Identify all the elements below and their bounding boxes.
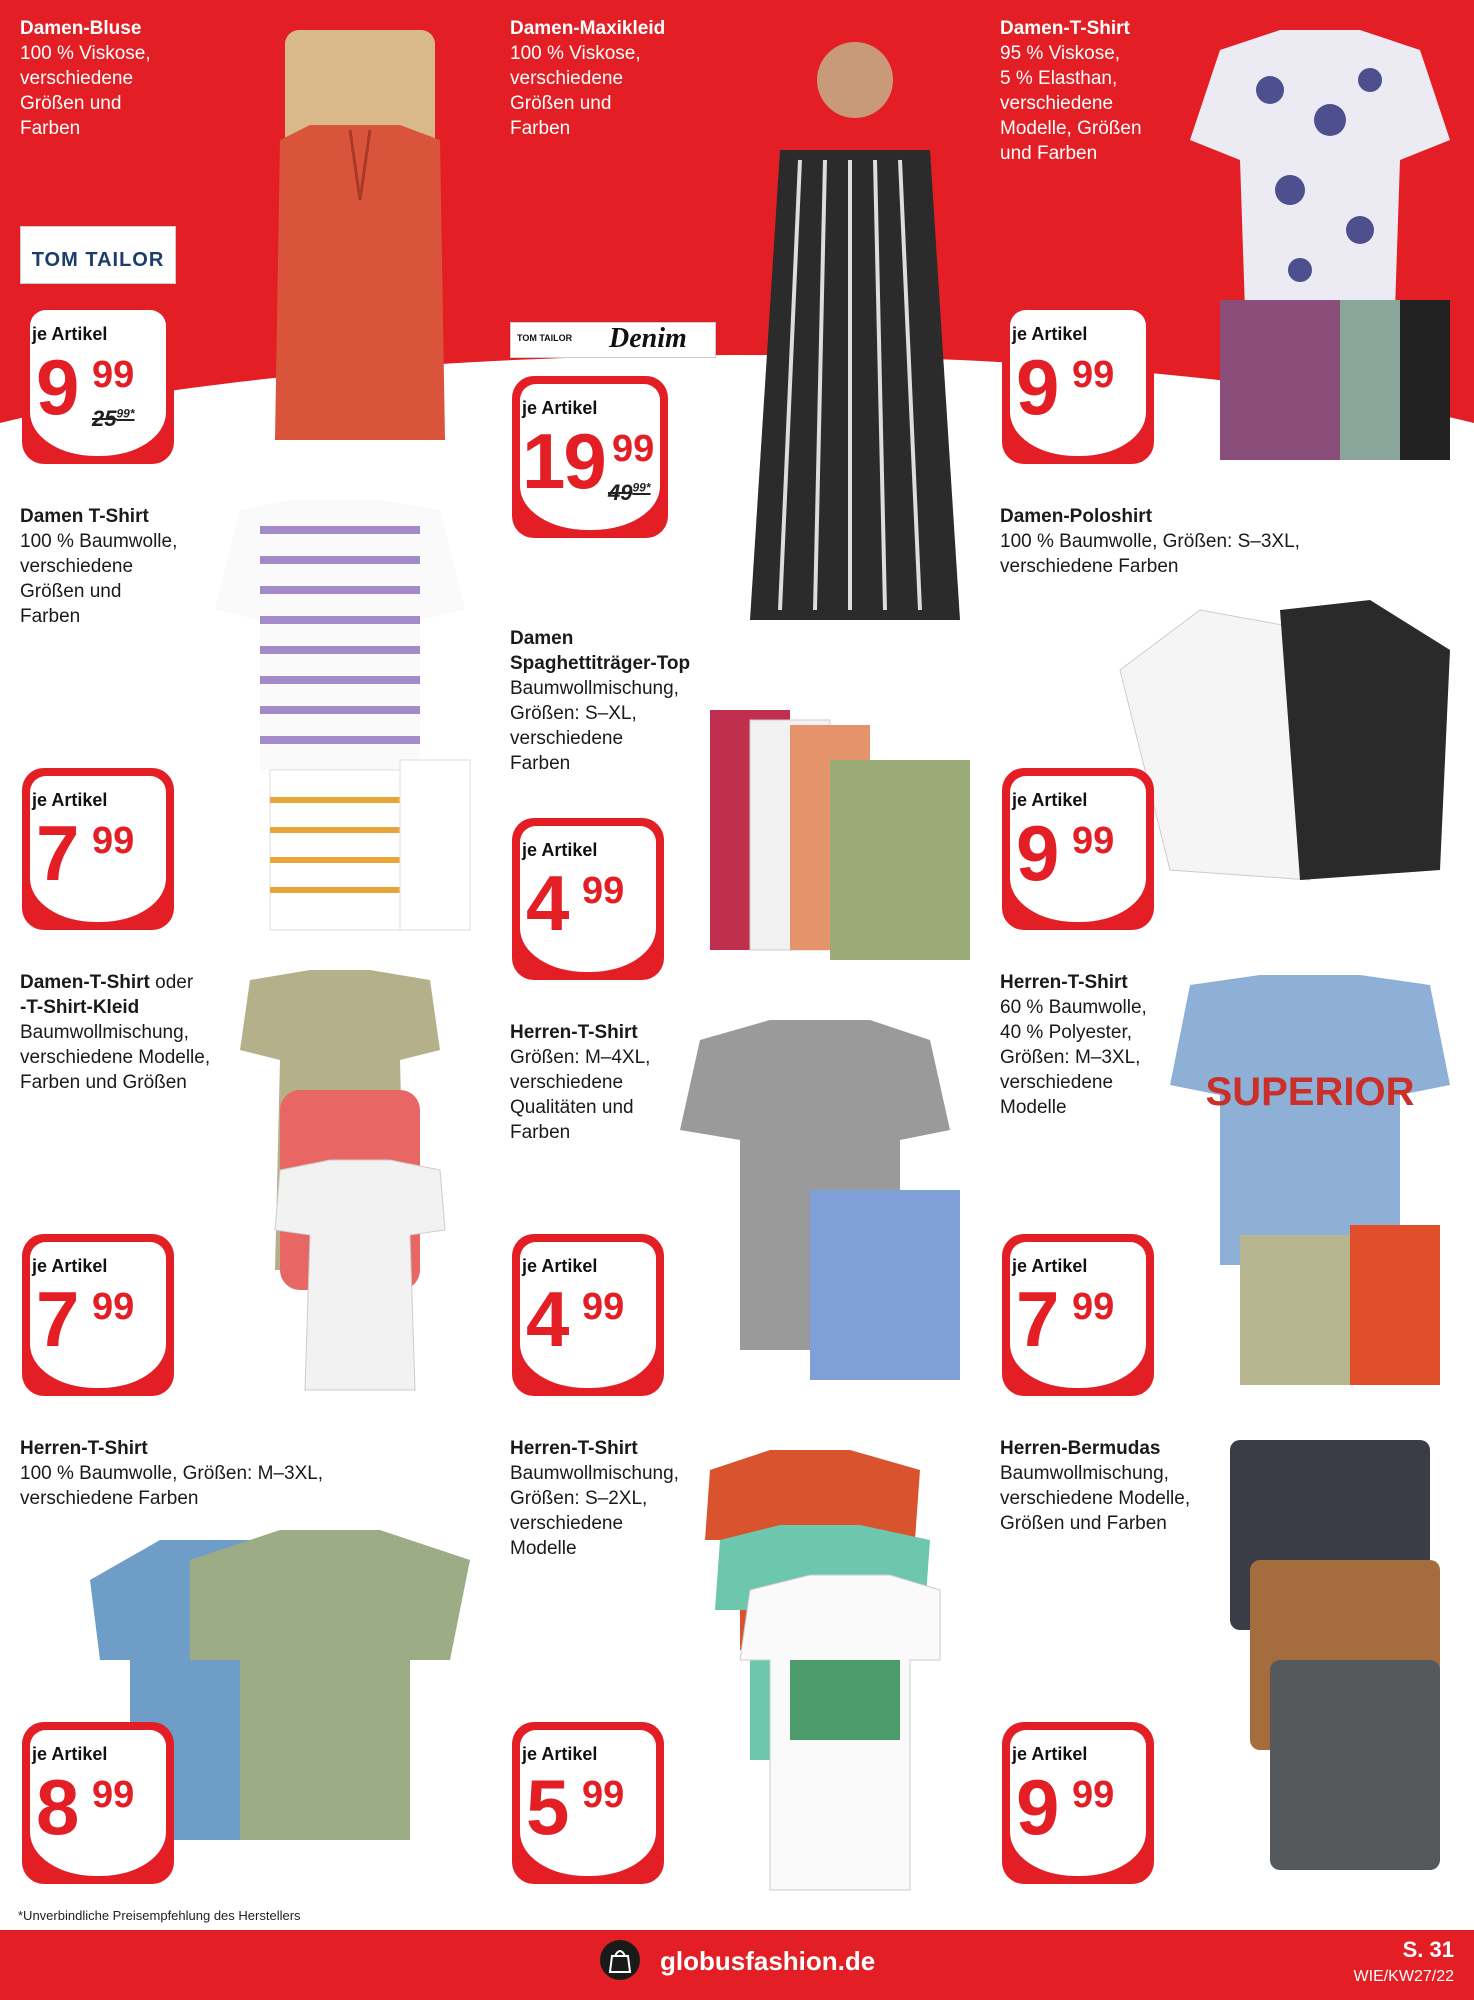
price-tag: je Artikel 8 99 (22, 1722, 174, 1884)
svg-text:SUPERIOR: SUPERIOR (1205, 1070, 1415, 1114)
product-description: Herren-T-Shirt 60 % Baumwolle, 40 % Polyester, Größen: M–3XL, verschiedene Modelle (1000, 972, 1147, 1118)
product-description: Herren-T-Shirt Größen: M–4XL, verschiedene Qualitäten und Farben (510, 1022, 651, 1143)
price-tag: je Artikel 7 99 (1002, 1234, 1154, 1396)
product-description: Damen T-Shirt 100 % Baumwolle, verschiedene Größen und Farben (20, 506, 178, 627)
price-tag: je Artikel 9 99 $25^{99*}$ (22, 302, 174, 464)
old-price: $25^{99*}$ (92, 406, 135, 431)
price-tag: je Artikel 4 99 (512, 818, 664, 980)
website-link[interactable]: globusfashion.de (660, 1946, 876, 1976)
tom-tailor-small-mark: TOM TAILOR (517, 333, 573, 343)
product-description: Damen-Bluse 100 % Viskose, verschiedene Größen und Farben (20, 18, 151, 139)
product-description: Herren-T-Shirt 100 % Baumwolle, Größen: M–3XL, verschiedene Farben (20, 1438, 324, 1509)
product-description: Damen-T-Shirt 95 % Viskose, 5 % Elasthan, verschiedene Modelle, Größen und Farben (1000, 18, 1142, 164)
edition-code: WIE/KW27/22 (1353, 1968, 1454, 1985)
old-price: $49^{99*}$ (608, 480, 651, 505)
polo-shirt-image (1110, 590, 1460, 890)
bag-icon-glyph (600, 1940, 640, 1980)
product-description: Damen-Poloshirt 100 % Baumwolle, Größen: S–3XL, verschiedene Farben (1000, 506, 1300, 577)
product-description: Damen-T-Shirt oder -T-Shirt-Kleid Baumwollmischung, verschiedene Modelle, Farben und Größen (20, 972, 211, 1093)
tom-tailor-denim-logo: TOM TAILOR Denim (510, 322, 716, 358)
price-tag: je Artikel 4 99 (512, 1234, 664, 1396)
price-tag: je Artikel 5 99 (512, 1722, 664, 1884)
shopping-bag-icon (600, 1940, 640, 1980)
price-tag: je Artikel 7 99 (22, 1234, 174, 1396)
product-description: Herren-Bermudas Baumwollmischung, verschiedene Modelle, Größen und Farben (1000, 1438, 1191, 1534)
page-number: S. 31 (1402, 1937, 1454, 1962)
product-description: Damen-Maxikleid 100 % Viskose, verschiedene Größen und Farben (510, 18, 666, 139)
price-tag: je Artikel 9 99 (1002, 302, 1154, 464)
price-tag: je Artikel 9 99 (1002, 1722, 1154, 1884)
maxi-dress-image (720, 20, 990, 640)
blouse-image (250, 30, 470, 450)
price-tag: je Artikel 9 99 (1002, 768, 1154, 930)
footnote: *Unverbindliche Preisempfehlung des Herstellers (18, 1908, 301, 1923)
tom-tailor-logo: TOM TAILOR (20, 226, 176, 284)
product-description: Herren-T-Shirt Baumwollmischung, Größen: S–2XL, verschiedene Modelle (510, 1438, 679, 1559)
price-tag: je Artikel 19 99 $49^{99*}$ (512, 376, 668, 538)
product-description: Damen Spaghettiträger-Top Baumwollmischung, Größen: S–XL, verschiedene Farben (510, 628, 691, 774)
price-tag: je Artikel 7 99 (22, 768, 174, 930)
